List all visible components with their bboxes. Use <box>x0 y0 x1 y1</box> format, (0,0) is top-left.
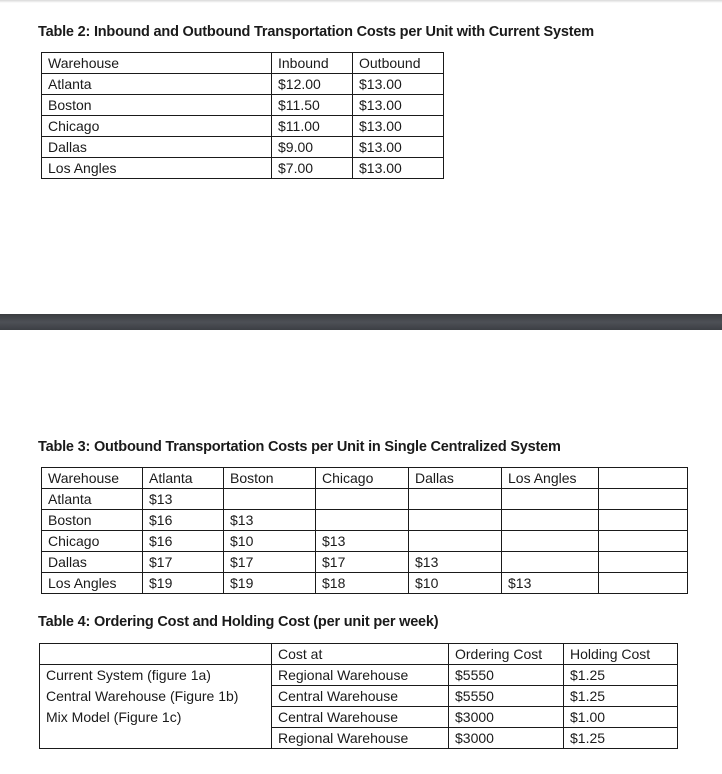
table-cell: Boston <box>42 510 143 531</box>
table-cell <box>316 489 409 510</box>
table3-caption: Table 3: Outbound Transportation Costs per Unit in Single Centralized System <box>38 439 561 455</box>
table-cell <box>502 510 599 531</box>
table-cell <box>316 510 409 531</box>
table-cell <box>599 552 688 573</box>
table3-header-cell <box>599 468 688 489</box>
table-cell: Dallas <box>42 137 272 158</box>
table2-header-cell: Inbound <box>272 53 353 74</box>
table-cell <box>502 552 599 573</box>
table-row <box>42 116 444 137</box>
table-cell: Central Warehouse (Figure 1b) <box>40 686 272 707</box>
table-cell: Atlanta <box>42 489 143 510</box>
table3-header-cell: Atlanta <box>143 468 224 489</box>
table-row <box>42 552 688 573</box>
table-cell: $1.25 <box>564 665 678 686</box>
table-cell: $13.00 <box>353 137 444 158</box>
table3-header-cell: Warehouse <box>42 468 143 489</box>
table-row <box>42 489 688 510</box>
table4-header-cell: Cost at <box>272 644 449 665</box>
table2-caption: Table 2: Inbound and Outbound Transportation Costs per Unit with Current System <box>38 24 594 40</box>
table-row <box>42 95 444 116</box>
table3 <box>41 467 688 594</box>
table-row <box>42 137 444 158</box>
table-cell: $5550 <box>449 686 564 707</box>
table-cell <box>409 510 502 531</box>
table-cell: $13.00 <box>353 116 444 137</box>
table3-header-cell: Dallas <box>409 468 502 489</box>
table-row <box>40 707 678 728</box>
table-cell: $13.00 <box>353 158 444 179</box>
table-cell: $17 <box>143 552 224 573</box>
table-cell <box>599 489 688 510</box>
table-cell <box>599 510 688 531</box>
table-row <box>42 74 444 95</box>
table-row <box>42 510 688 531</box>
table-cell: $3000 <box>449 728 564 749</box>
table-cell <box>599 573 688 594</box>
table4-header-cell: Ordering Cost <box>449 644 564 665</box>
table-cell: $1.25 <box>564 686 678 707</box>
table-cell <box>599 531 688 552</box>
table-cell: Los Angles <box>42 158 272 179</box>
table4-header-row <box>40 644 678 665</box>
table-cell <box>502 531 599 552</box>
table-cell: $1.25 <box>564 728 678 749</box>
table-cell: $13 <box>224 510 316 531</box>
table-cell: $13 <box>409 552 502 573</box>
table-cell: $13 <box>502 573 599 594</box>
table-cell: $16 <box>143 510 224 531</box>
table-cell: $19 <box>224 573 316 594</box>
table-cell: $3000 <box>449 707 564 728</box>
table4 <box>39 643 678 749</box>
table-cell: Central Warehouse <box>272 686 449 707</box>
table-cell: Boston <box>42 95 272 116</box>
table-cell: Chicago <box>42 531 143 552</box>
table-cell: $10 <box>224 531 316 552</box>
table-row <box>40 686 678 707</box>
table-cell <box>409 489 502 510</box>
table-cell <box>224 489 316 510</box>
table-cell: $9.00 <box>272 137 353 158</box>
table-cell: Regional Warehouse <box>272 728 449 749</box>
table-cell: $11.50 <box>272 95 353 116</box>
table-row <box>42 158 444 179</box>
table-cell: Mix Model (Figure 1c) <box>40 707 272 728</box>
table-cell: $13 <box>316 531 409 552</box>
table3-header-cell: Los Angles <box>502 468 599 489</box>
table-cell <box>409 531 502 552</box>
table2 <box>41 52 444 179</box>
table-row <box>42 573 688 594</box>
table3-header-cell: Boston <box>224 468 316 489</box>
table-cell: Current System (figure 1a) <box>40 665 272 686</box>
top-edge <box>0 0 722 3</box>
table-cell: Regional Warehouse <box>272 665 449 686</box>
table-row <box>40 728 678 749</box>
table-cell: $7.00 <box>272 158 353 179</box>
section-divider <box>0 314 722 330</box>
table4-header-cell <box>40 644 272 665</box>
table-cell: $19 <box>143 573 224 594</box>
table3-header-row <box>42 468 688 489</box>
table-cell: $10 <box>409 573 502 594</box>
table-cell: $17 <box>224 552 316 573</box>
table-cell: $18 <box>316 573 409 594</box>
table2-header-cell: Outbound <box>353 53 444 74</box>
table-cell: $13.00 <box>353 74 444 95</box>
table-cell: $11.00 <box>272 116 353 137</box>
table-cell <box>502 489 599 510</box>
table2-header-row <box>42 53 444 74</box>
table-cell <box>40 728 272 749</box>
table-cell: $1.00 <box>564 707 678 728</box>
table4-caption: Table 4: Ordering Cost and Holding Cost (per unit per week) <box>38 614 439 630</box>
table-row <box>40 665 678 686</box>
table-cell: $5550 <box>449 665 564 686</box>
table-cell: $12.00 <box>272 74 353 95</box>
table-cell: $13.00 <box>353 95 444 116</box>
table-cell: Chicago <box>42 116 272 137</box>
table-cell: Atlanta <box>42 74 272 95</box>
table-row <box>42 531 688 552</box>
table2-header-cell: Warehouse <box>42 53 272 74</box>
table-cell: Central Warehouse <box>272 707 449 728</box>
table-cell: $13 <box>143 489 224 510</box>
table-cell: $17 <box>316 552 409 573</box>
table3-header-cell: Chicago <box>316 468 409 489</box>
table-cell: Los Angles <box>42 573 143 594</box>
table4-header-cell: Holding Cost <box>564 644 678 665</box>
table-cell: Dallas <box>42 552 143 573</box>
table-cell: $16 <box>143 531 224 552</box>
